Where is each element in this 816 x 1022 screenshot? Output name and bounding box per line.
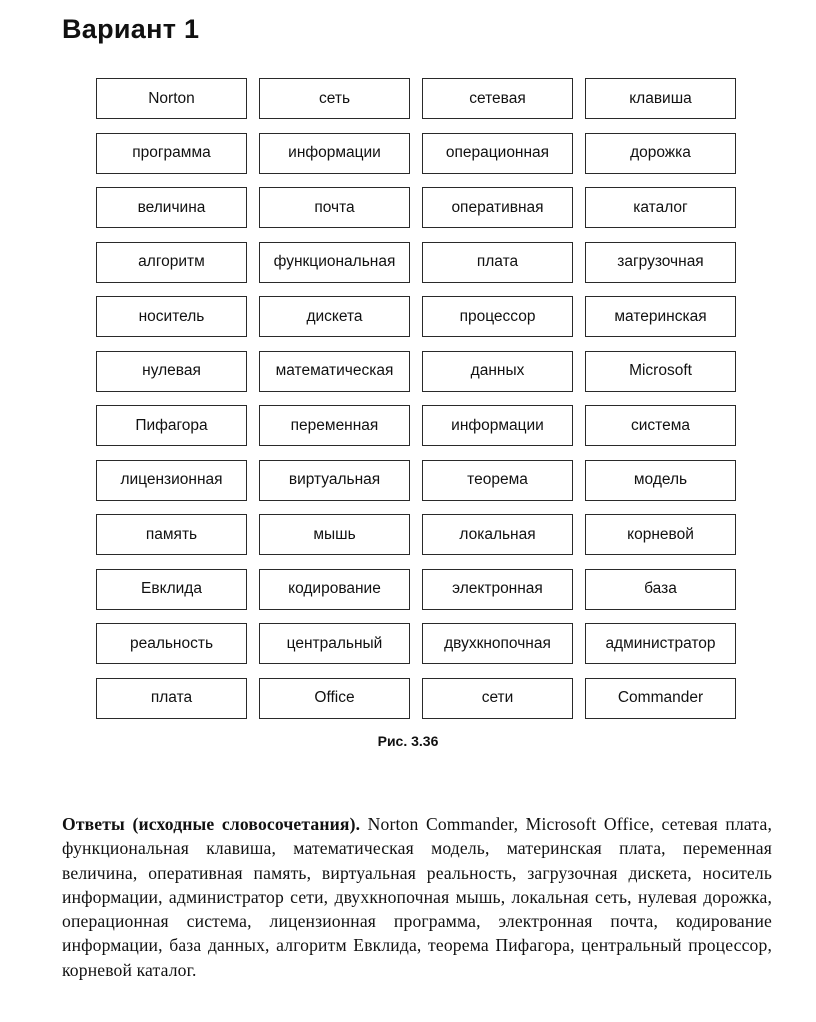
word-cell: информации [422,405,573,446]
word-cell: нулевая [96,351,247,392]
word-cell: модель [585,460,736,501]
word-cell: Microsoft [585,351,736,392]
word-cell: виртуальная [259,460,410,501]
word-cell: носитель [96,296,247,337]
word-cell: загрузочная [585,242,736,283]
word-cell: администратор [585,623,736,664]
word-cell: операционная [422,133,573,174]
word-cell: электронная [422,569,573,610]
word-cell: сетевая [422,78,573,119]
word-cell: Norton [96,78,247,119]
word-cell: Пифагора [96,405,247,446]
word-cell: лицензионная [96,460,247,501]
word-cell: база [585,569,736,610]
word-cell: центральный [259,623,410,664]
word-cell: каталог [585,187,736,228]
word-cell: корневой [585,514,736,555]
word-cell: реальность [96,623,247,664]
word-cell: плата [96,678,247,719]
word-cell: двухкнопочная [422,623,573,664]
word-cell: сеть [259,78,410,119]
word-cell: почта [259,187,410,228]
answers-paragraph [62,812,772,982]
word-cell: алгоритм [96,242,247,283]
word-cell: сети [422,678,573,719]
word-cell: функциональная [259,242,410,283]
word-cell: кодирование [259,569,410,610]
word-cell: математическая [259,351,410,392]
word-cell: данных [422,351,573,392]
word-cell: память [96,514,247,555]
word-cell: теорема [422,460,573,501]
figure-caption: Рис. 3.36 [377,733,439,749]
word-cell: Commander [585,678,736,719]
word-cell: информации [259,133,410,174]
page-title: Вариант 1 [62,14,200,44]
word-cell: материнская [585,296,736,337]
answers-lead: Ответы (исходные словосочетания). [62,814,361,834]
answers-text: Norton Commander, Microsoft Office, сетевая плата, функциональная клавиша, математическая модель, материнская плата, переменная величина, оперативная память, виртуальная реальность, загрузочная дискета, носитель информации, администратор сети, двухкнопочная мышь, локальная сеть, нулевая дорожка, операционная система, лицензионная программа, электронная почта, кодирование информации, база данных, алгоритм Евклида, теорема Пифагора, центральный процессор, корневой каталог. [62,814,772,980]
word-cell: система [585,405,736,446]
word-cell: дорожка [585,133,736,174]
word-cell: процессор [422,296,573,337]
word-grid [96,78,736,719]
word-cell: переменная [259,405,410,446]
word-cell: программа [96,133,247,174]
word-cell: клавиша [585,78,736,119]
word-cell: Евклида [96,569,247,610]
word-cell: плата [422,242,573,283]
word-cell: Office [259,678,410,719]
word-cell: мышь [259,514,410,555]
word-cell: локальная [422,514,573,555]
word-cell: дискета [259,296,410,337]
word-cell: оперативная [422,187,573,228]
word-cell: величина [96,187,247,228]
